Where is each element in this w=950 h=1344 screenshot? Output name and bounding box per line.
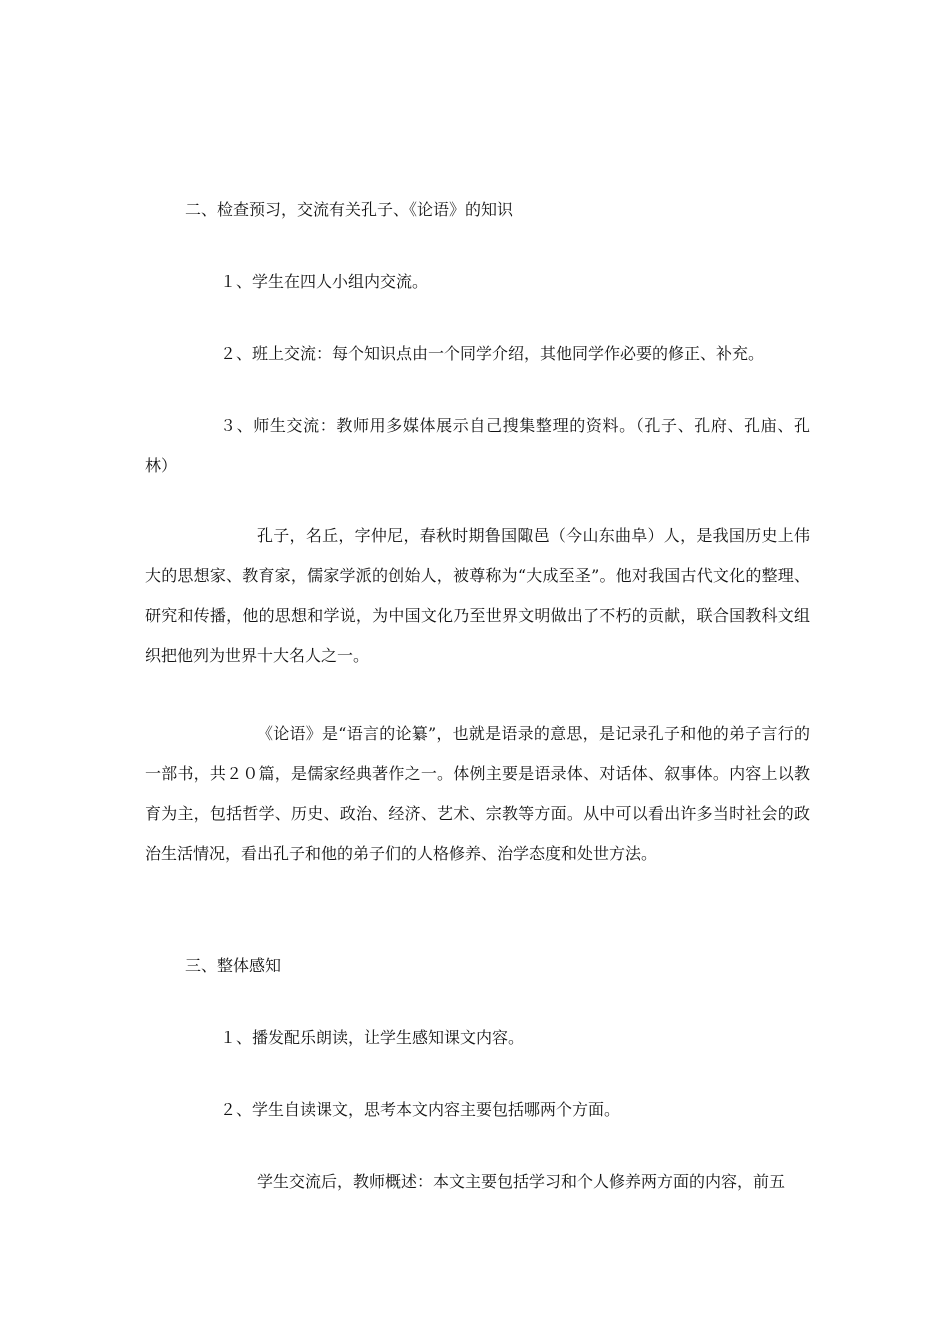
section-2-item-3: ３、师生交流：教师用多媒体展示自己搜集整理的资料。（孔子、孔府、孔庙、孔林） <box>145 416 810 475</box>
confucius-paragraph: 孔子，名丘，字仲尼，春秋时期鲁国陬邑（今山东曲阜）人，是我国历史上伟大的思想家、教育家，儒家学派的创始人，被尊称为“大成至圣”。他对我国古代文化的整理、研究和传播，他的思想和学说，为中国文化乃至世界文明做出了不朽的贡献，联合国教科文组织把他列为世界十大名人之一。 <box>145 526 810 665</box>
section-3-item-2: ２、学生自读课文，思考本文内容主要包括哪两个方面。 <box>220 1100 621 1119</box>
section-3-heading: 三、整体感知 <box>185 956 282 975</box>
section-3-item-1: １、播发配乐朗读，让学生感知课文内容。 <box>220 1028 525 1047</box>
section-2-heading: 二、检查预习，交流有关孔子、《论语》的知识 <box>185 200 514 219</box>
teacher-summary-paragraph: 学生交流后，教师概述：本文主要包括学习和个人修养两方面的内容，前五 <box>257 1172 786 1191</box>
section-2-item-1: １、学生在四人小组内交流。 <box>220 272 429 291</box>
analects-paragraph: 《论语》是“语言的论纂”，也就是语录的意思，是记录孔子和他的弟子言行的一部书，共２０篇，是儒家经典著作之一。体例主要是语录体、对话体、叙事体。内容上以教育为主，包括哲学、历史、政治、经济、艺术、宗教等方面。从中可以看出许多当时社会的政治生活情况，看出孔子和他的弟子们的人格修养、治学态度和处世方法。 <box>145 724 810 863</box>
section-2-item-2: ２、班上交流：每个知识点由一个同学介绍，其他同学作必要的修正、补充。 <box>220 344 765 363</box>
